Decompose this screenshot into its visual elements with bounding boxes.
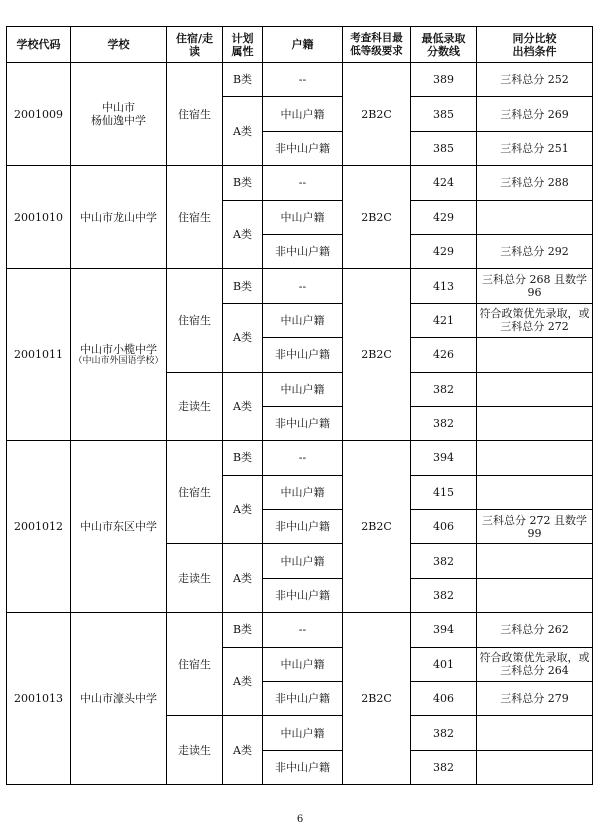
- min-score: 382: [411, 406, 477, 440]
- hukou-cell: 非中山户籍: [263, 131, 343, 165]
- plan-type: A类: [223, 647, 263, 716]
- col-header-tiebreak: 同分比较 出档条件: [477, 27, 593, 63]
- tiebreak-condition: [477, 338, 593, 372]
- min-score: 382: [411, 716, 477, 750]
- hukou-cell: 中山户籍: [263, 303, 343, 337]
- min-score: 421: [411, 303, 477, 337]
- tiebreak-condition: 三科总分 269: [477, 97, 593, 131]
- plan-type: B类: [223, 166, 263, 200]
- hukou-cell: --: [263, 63, 343, 97]
- tiebreak-condition: 符合政策优先录取，或三科总分 264: [477, 647, 593, 681]
- tiebreak-condition: [477, 441, 593, 475]
- table-row: [7, 613, 593, 647]
- boarding-type: 住宿生: [167, 441, 223, 544]
- min-score: 401: [411, 647, 477, 681]
- school-name: 中山市 杨仙逸中学: [71, 63, 167, 166]
- min-score: 429: [411, 200, 477, 234]
- plan-type: B类: [223, 269, 263, 303]
- hukou-cell: 非中山户籍: [263, 578, 343, 612]
- plan-type: A类: [223, 200, 263, 269]
- min-score: 382: [411, 750, 477, 784]
- plan-type: A类: [223, 372, 263, 441]
- hukou-cell: --: [263, 166, 343, 200]
- requirement-cell: 2B2C: [343, 613, 411, 785]
- hukou-cell: 中山户籍: [263, 200, 343, 234]
- tiebreak-condition: [477, 372, 593, 406]
- tiebreak-condition: 三科总分 288: [477, 166, 593, 200]
- tiebreak-condition: 三科总分 262: [477, 613, 593, 647]
- boarding-type: 住宿生: [167, 63, 223, 166]
- min-score: 382: [411, 544, 477, 578]
- min-score: 385: [411, 97, 477, 131]
- min-score: 382: [411, 372, 477, 406]
- boarding-type: 走读生: [167, 544, 223, 613]
- plan-type: A类: [223, 475, 263, 544]
- plan-type: A类: [223, 544, 263, 613]
- requirement-cell: 2B2C: [343, 63, 411, 166]
- col-header-requirement: 考查科目最 低等级要求: [343, 27, 411, 63]
- hukou-cell: 非中山户籍: [263, 510, 343, 544]
- tiebreak-condition: 三科总分 272 且数学 99: [477, 510, 593, 544]
- requirement-cell: 2B2C: [343, 166, 411, 269]
- hukou-cell: 中山户籍: [263, 97, 343, 131]
- min-score: 385: [411, 131, 477, 165]
- min-score: 429: [411, 234, 477, 268]
- tiebreak-condition: 符合政策优先录取，或三科总分 272: [477, 303, 593, 337]
- boarding-type: 走读生: [167, 372, 223, 441]
- school-name: 中山市东区中学: [71, 441, 167, 613]
- col-header-plan: 计划 属性: [223, 27, 263, 63]
- hukou-cell: 中山户籍: [263, 716, 343, 750]
- col-header-min-score: 最低录取 分数线: [411, 27, 477, 63]
- hukou-cell: 非中山户籍: [263, 406, 343, 440]
- min-score: 394: [411, 441, 477, 475]
- boarding-type: 住宿生: [167, 269, 223, 372]
- plan-type: A类: [223, 97, 263, 166]
- tiebreak-condition: [477, 716, 593, 750]
- plan-type: A类: [223, 716, 263, 785]
- school-name: 中山市濠头中学: [71, 613, 167, 785]
- header-row: [7, 27, 593, 63]
- col-header-boarding: 住宿/走 读: [167, 27, 223, 63]
- min-score: 424: [411, 166, 477, 200]
- min-score: 394: [411, 613, 477, 647]
- plan-type: B类: [223, 613, 263, 647]
- col-header-code: 学校代码: [7, 27, 71, 63]
- tiebreak-condition: [477, 544, 593, 578]
- tiebreak-condition: 三科总分 252: [477, 63, 593, 97]
- min-score: 406: [411, 510, 477, 544]
- school-code: 2001009: [7, 63, 71, 166]
- tiebreak-condition: [477, 406, 593, 440]
- min-score: 415: [411, 475, 477, 509]
- hukou-cell: 非中山户籍: [263, 682, 343, 716]
- school-code: 2001011: [7, 269, 71, 441]
- table-row: [7, 269, 593, 303]
- min-score: 413: [411, 269, 477, 303]
- tiebreak-condition: 三科总分 292: [477, 234, 593, 268]
- plan-type: B类: [223, 441, 263, 475]
- hukou-cell: 中山户籍: [263, 647, 343, 681]
- hukou-cell: 中山户籍: [263, 372, 343, 406]
- page-number: 6: [296, 814, 304, 825]
- hukou-cell: 中山户籍: [263, 475, 343, 509]
- admission-score-table: [6, 26, 593, 785]
- boarding-type: 住宿生: [167, 166, 223, 269]
- plan-type: A类: [223, 303, 263, 372]
- hukou-cell: --: [263, 613, 343, 647]
- boarding-type: 走读生: [167, 716, 223, 785]
- col-header-school: 学校: [71, 27, 167, 63]
- min-score: 382: [411, 578, 477, 612]
- tiebreak-condition: [477, 475, 593, 509]
- requirement-cell: 2B2C: [343, 441, 411, 613]
- school-code: 2001012: [7, 441, 71, 613]
- tiebreak-condition: 三科总分 279: [477, 682, 593, 716]
- table-row: [7, 441, 593, 475]
- school-code: 2001010: [7, 166, 71, 269]
- hukou-cell: --: [263, 269, 343, 303]
- hukou-cell: --: [263, 441, 343, 475]
- hukou-cell: 非中山户籍: [263, 234, 343, 268]
- min-score: 426: [411, 338, 477, 372]
- tiebreak-condition: 三科总分 268 且数学 96: [477, 269, 593, 303]
- tiebreak-condition: [477, 750, 593, 784]
- col-header-hukou: 户籍: [263, 27, 343, 63]
- min-score: 389: [411, 63, 477, 97]
- school-name: 中山市小榄中学 （中山市外国语学校）: [71, 269, 167, 441]
- school-code: 2001013: [7, 613, 71, 785]
- table-row: [7, 166, 593, 200]
- tiebreak-condition: [477, 200, 593, 234]
- school-name: 中山市龙山中学: [71, 166, 167, 269]
- plan-type: B类: [223, 63, 263, 97]
- boarding-type: 住宿生: [167, 613, 223, 716]
- hukou-cell: 中山户籍: [263, 544, 343, 578]
- requirement-cell: 2B2C: [343, 269, 411, 441]
- tiebreak-condition: [477, 578, 593, 612]
- hukou-cell: 非中山户籍: [263, 338, 343, 372]
- hukou-cell: 非中山户籍: [263, 750, 343, 784]
- min-score: 406: [411, 682, 477, 716]
- table-row: [7, 63, 593, 97]
- tiebreak-condition: 三科总分 251: [477, 131, 593, 165]
